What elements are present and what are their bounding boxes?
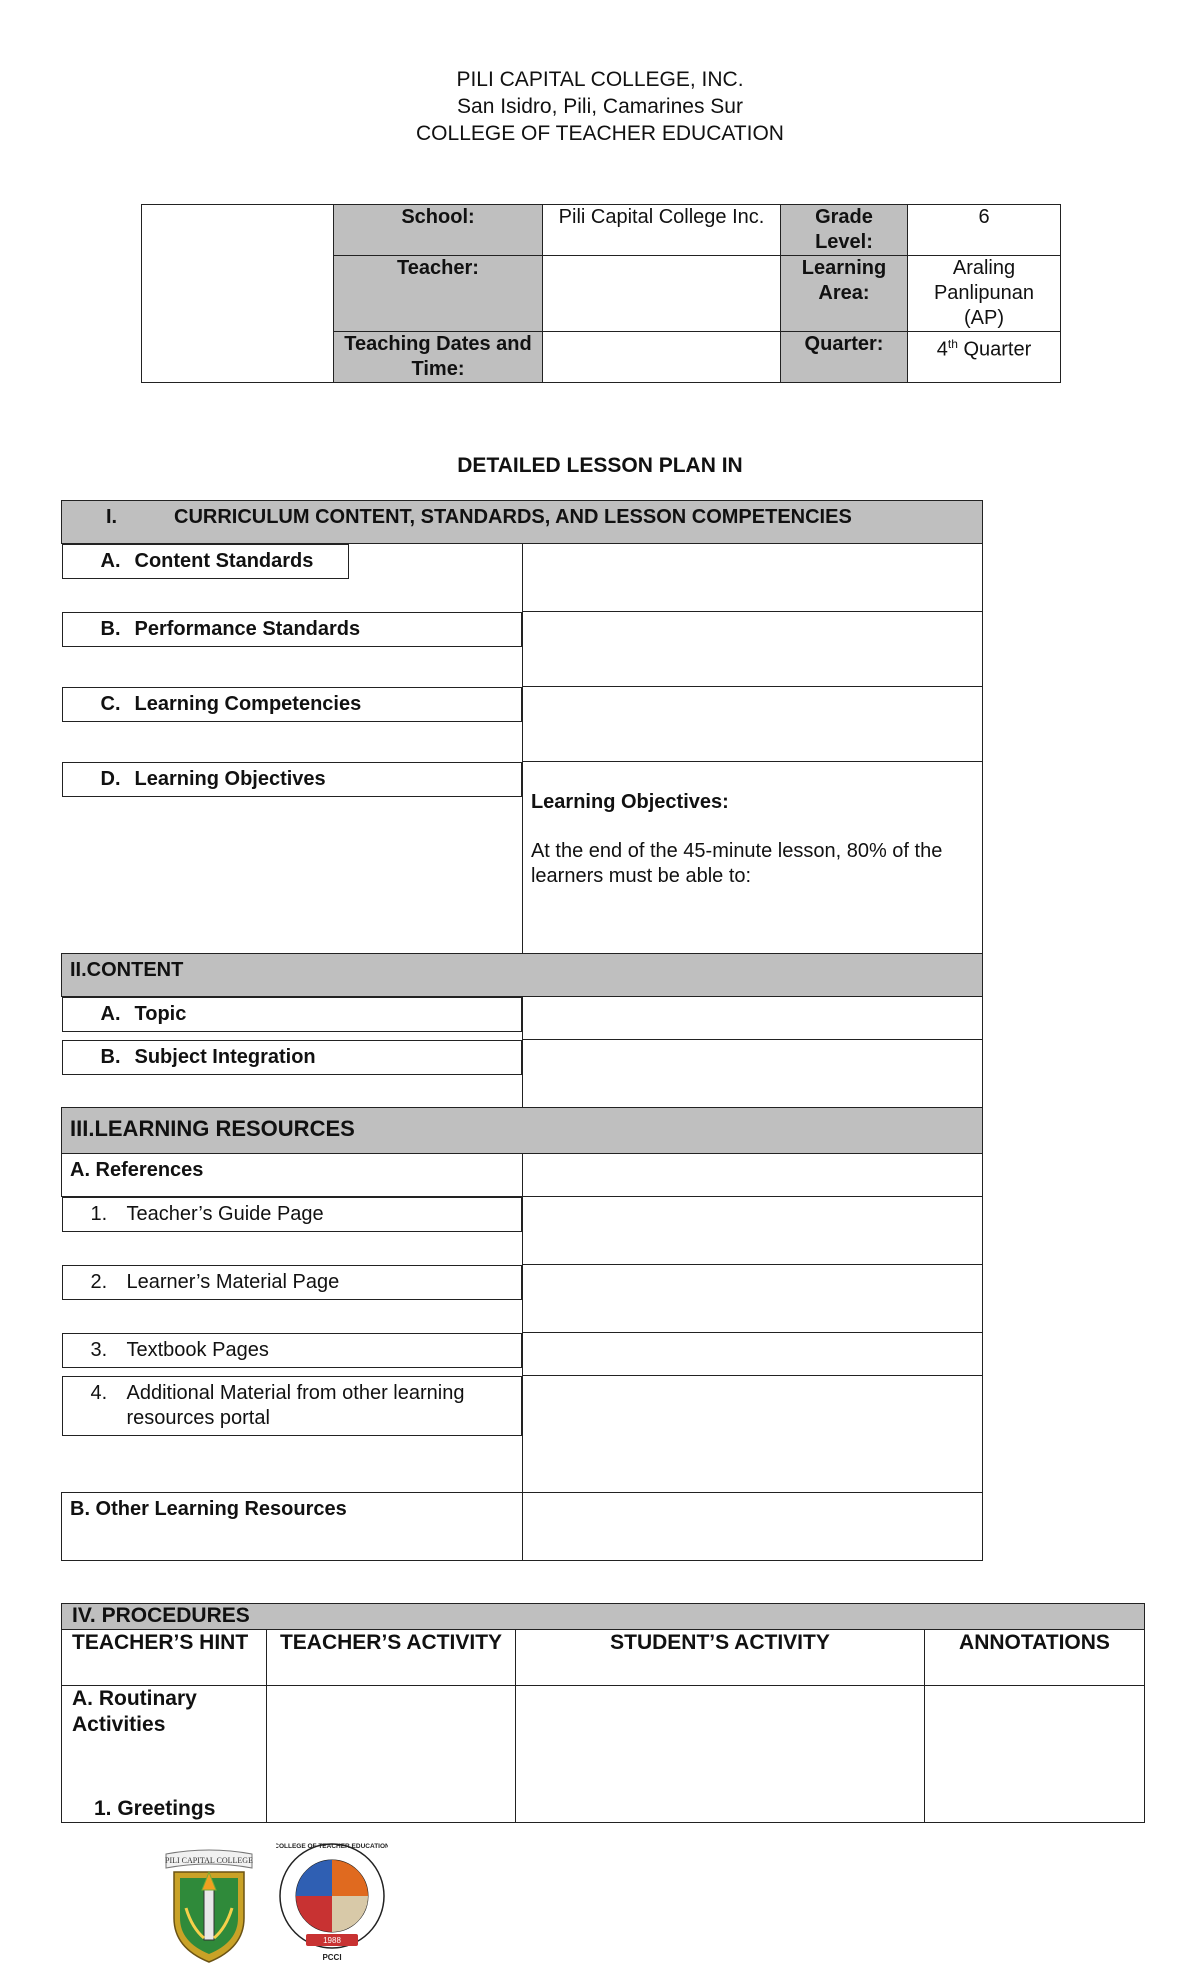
plan-title: DETAILED LESSON PLAN IN bbox=[457, 454, 743, 477]
curriculum-table bbox=[61, 500, 983, 1561]
section-curriculum-header bbox=[62, 501, 983, 544]
student-activity-cell[interactable] bbox=[516, 1686, 925, 1823]
col-teachers-hint: TEACHER’S HINT bbox=[62, 1630, 267, 1686]
topic-label: A. Topic bbox=[62, 997, 522, 1032]
quarter-value bbox=[908, 332, 1061, 383]
teacher-value[interactable] bbox=[543, 256, 781, 332]
teacher-label: Teacher: bbox=[334, 256, 543, 332]
teachers-guide-label: 1. Teacher’s Guide Page bbox=[62, 1197, 522, 1232]
content-standards-value[interactable] bbox=[522, 544, 982, 612]
blank-info-cell bbox=[142, 205, 334, 383]
content-standards-label: A. Content Standards bbox=[62, 544, 349, 579]
references-label: A. References bbox=[62, 1154, 523, 1197]
college-header bbox=[0, 66, 1200, 147]
section-content-header: II.CONTENT bbox=[62, 954, 983, 997]
section-resources-header: III.LEARNING RESOURCES bbox=[62, 1108, 983, 1154]
college-logo-text: PILI CAPITAL COLLEGE bbox=[165, 1856, 253, 1865]
learners-material-value[interactable] bbox=[522, 1265, 982, 1333]
department-name: COLLEGE OF TEACHER EDUCATION bbox=[416, 122, 784, 145]
learning-competencies-label: C. Learning Competencies bbox=[62, 687, 522, 722]
subject-integration-label: B. Subject Integration bbox=[62, 1040, 522, 1075]
routinary-cell bbox=[62, 1686, 267, 1823]
learners-material-label: 2. Learner’s Material Page bbox=[62, 1265, 522, 1300]
objectives-text: At the end of the 45-minute lesson, 80% of the learners must be able to: bbox=[530, 840, 943, 887]
col-annotations: ANNOTATIONS bbox=[925, 1630, 1145, 1686]
quarter-number: 4 bbox=[936, 338, 948, 361]
teacher-education-logo bbox=[276, 1838, 388, 1968]
objectives-heading: Learning Objectives: bbox=[530, 791, 729, 813]
lesson-info-table bbox=[141, 204, 1061, 383]
quarter-label: Quarter: bbox=[781, 332, 908, 383]
learning-area-label: Learning Area: bbox=[781, 256, 908, 332]
additional-material-label: 4. Additional Material from other learning resources portal bbox=[62, 1376, 522, 1436]
school-value: Pili Capital College Inc. bbox=[543, 205, 781, 256]
quarter-word: Quarter bbox=[957, 338, 1032, 361]
textbook-pages-label: 3. Textbook Pages bbox=[62, 1333, 522, 1368]
learning-area-value: Araling Panlipunan (AP) bbox=[908, 256, 1061, 332]
pili-capital-college-logo bbox=[162, 1848, 256, 1966]
additional-material-value[interactable] bbox=[522, 1376, 982, 1493]
references-value[interactable] bbox=[522, 1154, 982, 1197]
learning-competencies-value[interactable] bbox=[522, 687, 982, 762]
col-teachers-activity: TEACHER’S ACTIVITY bbox=[267, 1630, 516, 1686]
other-resources-label: B. Other Learning Resources bbox=[62, 1493, 523, 1561]
teachers-guide-value[interactable] bbox=[522, 1197, 982, 1265]
grade-value: 6 bbox=[908, 205, 1061, 256]
col-students-activity: STUDENT’S ACTIVITY bbox=[516, 1630, 925, 1686]
performance-standards-value[interactable] bbox=[522, 612, 982, 687]
greetings-label: 1. Greetings bbox=[94, 1797, 216, 1820]
college-name: PILI CAPITAL COLLEGE, INC. bbox=[456, 68, 744, 91]
procedures-header: IV. PROCEDURES bbox=[62, 1604, 1145, 1630]
cte-year: 1988 bbox=[323, 1936, 341, 1945]
cte-logo-text: COLLEGE OF TEACHER EDUCATION bbox=[276, 1843, 388, 1850]
teaching-dates-label: Teaching Dates and Time: bbox=[334, 332, 543, 383]
routinary-label: A. Routinary Activities bbox=[72, 1687, 197, 1736]
quarter-suffix: th bbox=[947, 337, 958, 351]
learning-objectives-label: D. Learning Objectives bbox=[62, 762, 522, 797]
subject-integration-value[interactable] bbox=[522, 1040, 982, 1108]
topic-value[interactable] bbox=[522, 997, 982, 1040]
section-title: CURRICULUM CONTENT, STANDARDS, AND LESSON COMPETENCIES bbox=[174, 506, 852, 528]
cte-abbr: PCCI bbox=[322, 1953, 342, 1962]
annotations-cell[interactable] bbox=[925, 1686, 1145, 1823]
performance-standards-label: B. Performance Standards bbox=[62, 612, 522, 647]
school-label: School: bbox=[334, 205, 543, 256]
section-number: I. bbox=[106, 506, 118, 528]
college-address: San Isidro, Pili, Camarines Sur bbox=[457, 95, 743, 118]
textbook-pages-value[interactable] bbox=[522, 1333, 982, 1376]
other-resources-value[interactable] bbox=[522, 1493, 982, 1561]
grade-label: Grade Level: bbox=[781, 205, 908, 256]
teacher-activity-cell[interactable] bbox=[267, 1686, 516, 1823]
learning-objectives-value[interactable] bbox=[522, 762, 982, 954]
teaching-dates-value[interactable] bbox=[543, 332, 781, 383]
procedures-table bbox=[61, 1603, 1145, 1823]
